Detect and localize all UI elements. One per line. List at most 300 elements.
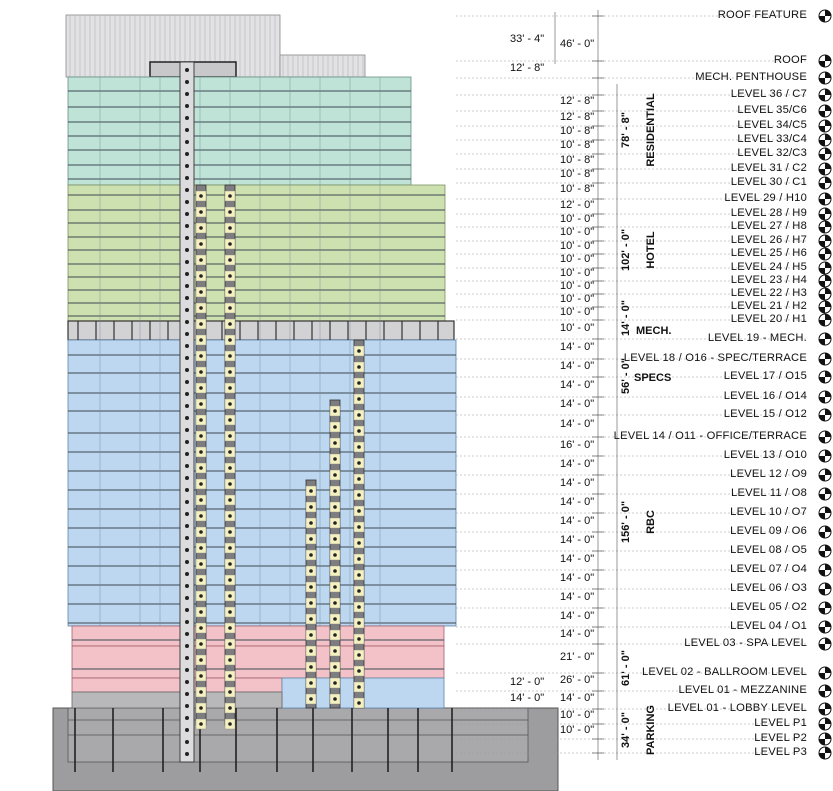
elevator-dot [199,594,203,598]
mech-level [68,321,454,340]
core-dot [185,332,189,336]
level-label: LEVEL 34/C5 [737,119,807,131]
level-marker-icon [819,177,831,189]
level-label: LEVEL 02 - BALLROOM LEVEL [641,666,807,678]
core-dot [185,68,189,72]
core-dot [185,440,189,444]
floor-height-dimension: 10' - 8" [560,183,595,195]
level-label: LEVEL 06 / O3 [730,582,807,594]
level-label: LEVEL 18 / O16 - SPEC/TERRACE [623,352,807,364]
core-dot [185,584,189,588]
core-dot [185,752,189,756]
level-marker-icon [819,314,831,326]
elevator-dot [333,441,337,445]
elevator-dot [309,601,313,605]
elevator-dot [228,210,232,214]
floor-height-dimension: 14' - 0" [560,495,595,508]
elevator-dot [199,274,203,278]
zone-height-dimension: 102' - 0" [620,228,632,272]
elevator-dot [199,370,203,374]
elevator-dot [199,322,203,326]
special-dimension: 12' - 0" [510,676,545,688]
core-dot [185,608,189,612]
elevator-dot [228,546,232,550]
elevator-dot [228,418,232,422]
floor-height-dimension: 14' - 0" [560,609,595,622]
mezzanine-level [72,678,282,692]
elevator-dot [333,457,337,461]
core-dot [185,176,189,180]
zone-height-dimension: 14' - 0" [620,300,632,336]
elevator-dot [333,521,337,525]
zone-label: RBC [645,510,657,534]
elevator-dot [199,722,203,726]
core-dot [185,272,189,276]
core-dot [185,92,189,96]
special-dimension: 46' - 0" [560,38,595,50]
level-marker-icon [819,638,831,650]
core-dot [185,308,189,312]
elevator-dot [228,722,232,726]
floor-height-dimension: 10' - 0" [560,305,595,318]
elevator-dot [309,521,313,525]
elevator-dot [228,258,232,262]
elevator-dot [228,530,232,534]
elevator-dot [228,274,232,278]
elevator-dot [228,434,232,438]
ballroom-level [72,646,444,678]
spa-level [72,626,444,646]
level-marker-icon [819,371,831,383]
core-dot [185,488,189,492]
elevator-dot [357,525,361,529]
level-marker-icon [819,488,831,500]
level-label: LEVEL 32/C3 [737,147,807,159]
elevator-dot [357,445,361,449]
core-dot [185,392,189,396]
core-dot [185,596,189,600]
elevator-dot [199,482,203,486]
elevator-dot [357,429,361,433]
level-label: LEVEL 04 / O1 [730,620,807,632]
zone-label: MECH. [636,325,672,337]
floor-height-dimension: 12' - 8" [560,110,595,123]
level-marker-icon [819,409,831,421]
elevator-dot [333,649,337,653]
level-label: LEVEL 15 / O12 [723,408,807,420]
level-label: LEVEL 08 / O5 [730,544,807,556]
core-dot [185,80,189,84]
elevator-dot [357,381,361,385]
core-dot [185,140,189,144]
special-dimension: 12' - 8" [510,62,545,74]
core-dot [185,404,189,408]
elevator-dot [228,642,232,646]
level-marker-icon [819,469,831,481]
level-label: MECH. PENTHOUSE [695,71,807,83]
core-dot [185,428,189,432]
level-label: LEVEL P1 [754,717,807,729]
elevator-dot [228,290,232,294]
floor-height-dimension: 10' - 0" [560,239,595,252]
level-marker-icon [819,733,831,745]
floor-height-dimension: 10' - 8" [560,153,595,166]
elevator-dot [333,569,337,573]
elevator-dot [199,418,203,422]
elevator-dot [199,242,203,246]
core-dot [185,416,189,420]
level-label: LEVEL 28 / H9 [730,207,807,219]
core-dot [185,128,189,132]
level-marker-icon [819,703,831,715]
elevator-dot [199,658,203,662]
level-label: LEVEL 11 / O8 [731,487,807,499]
core-dot [185,704,189,708]
level-label: LEVEL 03 - SPA LEVEL [684,637,807,649]
level-label: LEVEL 24 / H5 [730,261,807,273]
elevator-dot [309,697,313,701]
floor-height-dimension: 12' - 8" [560,95,595,107]
floor-height-dimension: 10' - 8" [560,139,595,151]
elevator-dot [228,338,232,342]
elevator-dot [228,674,232,678]
floor-height-dimension: 14' - 0" [560,457,595,470]
floor-height-dimension: 10' - 8" [560,125,595,137]
elevator-dot [228,482,232,486]
level-marker-icon [819,450,831,462]
core-dot [185,464,189,468]
elevator-dot [357,541,361,545]
elevator-dot [309,489,313,493]
core-dot [185,692,189,696]
level-label: LEVEL 36 / C7 [730,88,807,100]
floor-height-dimension: 10' - 0" [560,266,595,279]
elevator-dot [199,530,203,534]
core-dot [185,740,189,744]
level-marker-icon [819,235,831,247]
elevator-dot [228,626,232,630]
elevator-dot [228,578,232,582]
core-dot [185,452,189,456]
level-marker-icon [819,667,831,679]
level-label: LEVEL 26 / H7 [730,234,807,246]
level-label: LEVEL P3 [754,746,807,758]
core-dot [185,524,189,528]
elevator-dot [228,690,232,694]
level-label: LEVEL 12 / O9 [730,468,807,480]
floor-height-dimension: 14' - 0" [560,627,595,640]
elevator-dot [309,633,313,637]
elevator-dot [199,610,203,614]
core-dot [185,368,189,372]
special-dimension: 14' - 0" [510,692,545,704]
core-dot [185,344,189,348]
level-label: LEVEL 10 / O7 [730,506,807,518]
floor-height-dimension: 10' - 8" [560,168,595,180]
level-marker-icon [819,72,831,84]
core-dot [185,620,189,624]
elevator-dot [199,674,203,678]
core-dot [185,512,189,516]
level-marker-icon [819,583,831,595]
level-marker-icon [819,391,831,403]
elevator-dot [333,409,337,413]
elevator-dot [309,537,313,541]
elevator-dot [333,553,337,557]
elevator-dot [199,466,203,470]
elevator-dot [309,585,313,589]
elevator-dot [357,701,361,705]
elevator-dot [228,242,232,246]
elevator-dot [357,397,361,401]
elevator-dot [199,194,203,198]
elevator-dot [228,322,232,326]
level-marker-icon [819,262,831,274]
level-marker-icon [819,288,831,300]
elevator-dot [199,546,203,550]
core-dot [185,164,189,168]
elevator-dot [199,498,203,502]
level-label: LEVEL 13 / O10 [723,449,807,461]
level-label: LEVEL 14 / O11 - OFFICE/TERRACE [613,430,807,442]
elevator-dot [199,562,203,566]
elevator-dot [228,226,232,230]
elevator-dot [309,553,313,557]
elevator-dot [228,658,232,662]
elevator-dot [357,477,361,481]
building-elevation [53,15,558,791]
elevator-dot [228,706,232,710]
level-marker-icon [819,747,831,759]
core-dot [185,680,189,684]
level-marker-icon [819,333,831,345]
zone-height-dimension: 156' - 0" [620,500,632,544]
zone-label: HOTEL [645,231,657,269]
floor-height-dimension: 10' - 0" [560,212,595,225]
level-label: LEVEL 21 / H2 [730,300,807,312]
elevator-dot [228,498,232,502]
floor-height-dimension: 14' - 0" [560,692,595,704]
elevator-dot [199,290,203,294]
elevator-dot [333,697,337,701]
core-dot [185,728,189,732]
elevator-dot [309,665,313,669]
level-label: LEVEL 20 / H1 [730,313,807,325]
level-marker-icon [819,208,831,220]
elevator-dot [199,386,203,390]
core-dot [185,356,189,360]
elevator-dot [309,569,313,573]
elevator-dot [199,354,203,358]
level-label: LEVEL 31 / C2 [730,162,807,174]
core-dot [185,560,189,564]
level-label: LEVEL 01 - LOBBY LEVEL [667,702,807,714]
core-dot [185,668,189,672]
floor-height-dimension: 10' - 0" [560,292,595,305]
elevator-dot [357,589,361,593]
elevator-dot [199,306,203,310]
elevator-dot [333,505,337,509]
elevator-dot [357,653,361,657]
zone-height-dimension: 78' - 8" [620,112,632,148]
elevator-dot [357,349,361,353]
core-dot [185,104,189,108]
elevator-shaft-c [306,480,316,708]
level-marker-icon [819,105,831,117]
core-dot [185,296,189,300]
elevator-dot [357,461,361,465]
elevator-dot [199,690,203,694]
elevator-dot [357,509,361,513]
elevator-dot [333,489,337,493]
floor-height-dimension: 14' - 0" [560,360,595,372]
level-label: ROOF FEATURE [717,9,807,21]
level-marker-icon [819,55,831,67]
elevator-dot [199,434,203,438]
elevator-dot [228,466,232,470]
level-label: LEVEL 33/C4 [737,133,807,145]
core-dot [185,548,189,552]
zone-label: SPECS [634,372,672,384]
floor-height-dimension: 16' - 0" [560,438,595,451]
elevator-dot [333,473,337,477]
elevator-dot [333,633,337,637]
elevator-dot [357,413,361,417]
elevator-dot [333,617,337,621]
level-marker-icon [819,193,831,205]
core-dot [185,656,189,660]
residential-mass [68,77,411,185]
hotel-mass [68,185,445,321]
floor-height-dimension: 10' - 0" [560,321,595,334]
lobby-level [72,692,282,708]
level-label: LEVEL 16 / O14 [723,390,807,402]
floor-height-dimension: 14' - 0" [560,476,595,489]
level-label: LEVEL 17 / O15 [723,370,807,382]
elevator-dot [357,605,361,609]
office-mass [68,340,456,626]
elevator-dot [228,402,232,406]
level-marker-icon [819,89,831,101]
level-marker-icon [819,431,831,443]
level-label: LEVEL 09 / O6 [730,525,807,537]
elevator-dot [199,706,203,710]
zone-label: PARKING [645,705,657,755]
level-marker-icon [819,148,831,160]
floor-height-dimension: 14' - 0" [560,398,595,410]
elevator-dot [357,557,361,561]
floor-height-dimension: 14' - 0" [560,571,595,584]
floor-height-dimension: 14' - 0" [560,418,595,430]
elevator-dot [357,669,361,673]
floor-height-dimension: 14' - 0" [560,590,595,603]
level-marker-icon [819,134,831,146]
floor-height-dimension: 10' - 0" [560,279,595,292]
core-dot [185,716,189,720]
elevator-dot [357,637,361,641]
level-marker-icon [819,718,831,730]
elevator-dot [199,338,203,342]
elevator-dot [333,585,337,589]
level-label: LEVEL 25 / H6 [730,247,807,259]
core-dot [185,236,189,240]
level-label: LEVEL 22 / H3 [730,287,807,299]
core-dot [185,116,189,120]
elevator-dot [357,685,361,689]
floor-height-dimension: 14' - 0" [560,533,595,546]
core-dot [185,380,189,384]
special-dimension: 33' - 4" [510,33,545,45]
core-dot [185,248,189,252]
elevator-dot [357,365,361,369]
elevator-dot [199,578,203,582]
floor-height-dimension: 14' - 0" [560,341,595,353]
level-label: ROOF [773,54,807,66]
level-marker-icon [819,621,831,633]
elevator-dot [357,621,361,625]
elevator-dot [333,601,337,605]
elevator-dot [333,425,337,429]
zone-height-dimension: 56' - 0" [620,358,632,394]
level-marker-icon [819,507,831,519]
elevator-dot [333,537,337,541]
floor-height-dimension: 10' - 0" [560,253,595,265]
elevator-dot [309,505,313,509]
elevator-dot [228,514,232,518]
elevator-dot [228,354,232,358]
floor-height-dimension: 10' - 0" [560,708,595,721]
elevator-dot [228,594,232,598]
elevator-dot [357,493,361,497]
floor-height-dimension: 10' - 0" [560,723,595,736]
elevator-dot [199,642,203,646]
floor-height-dimension: 12' - 0" [560,198,595,211]
core-dot [185,476,189,480]
level-marker-icon [819,685,831,697]
zone-height-dimension: 61' - 0" [620,650,632,686]
elevator-dot [309,681,313,685]
core-dot [185,320,189,324]
level-marker-icon [819,526,831,538]
level-marker-icon [819,545,831,557]
core-dot [185,188,189,192]
elevator-dot [199,210,203,214]
core-dot [185,644,189,648]
core-dot [185,260,189,264]
floor-height-dimension: 14' - 0" [560,552,595,565]
elevator-dot [228,610,232,614]
elevator-dot [199,514,203,518]
floor-height-dimension: 26' - 0" [560,674,595,686]
level-label: LEVEL 19 - MECH. [707,332,807,344]
level-marker-icon [819,163,831,175]
core-dot [185,212,189,216]
elevator-dot [228,386,232,390]
elevator-dot [333,665,337,669]
core-dot [185,284,189,288]
zone-label: RESIDENTIAL [645,93,657,167]
level-marker-icon [819,602,831,614]
level-label: LEVEL 35/C6 [737,104,807,116]
level-label: LEVEL 30 / C1 [730,176,807,188]
elevator-dot [333,681,337,685]
level-marker-icon [819,248,831,260]
level-label: LEVEL 01 - MEZZANINE [678,684,807,696]
level-marker-icon [819,564,831,576]
core-dot [185,224,189,228]
level-marker-icon [819,10,831,22]
elevator-dot [309,617,313,621]
